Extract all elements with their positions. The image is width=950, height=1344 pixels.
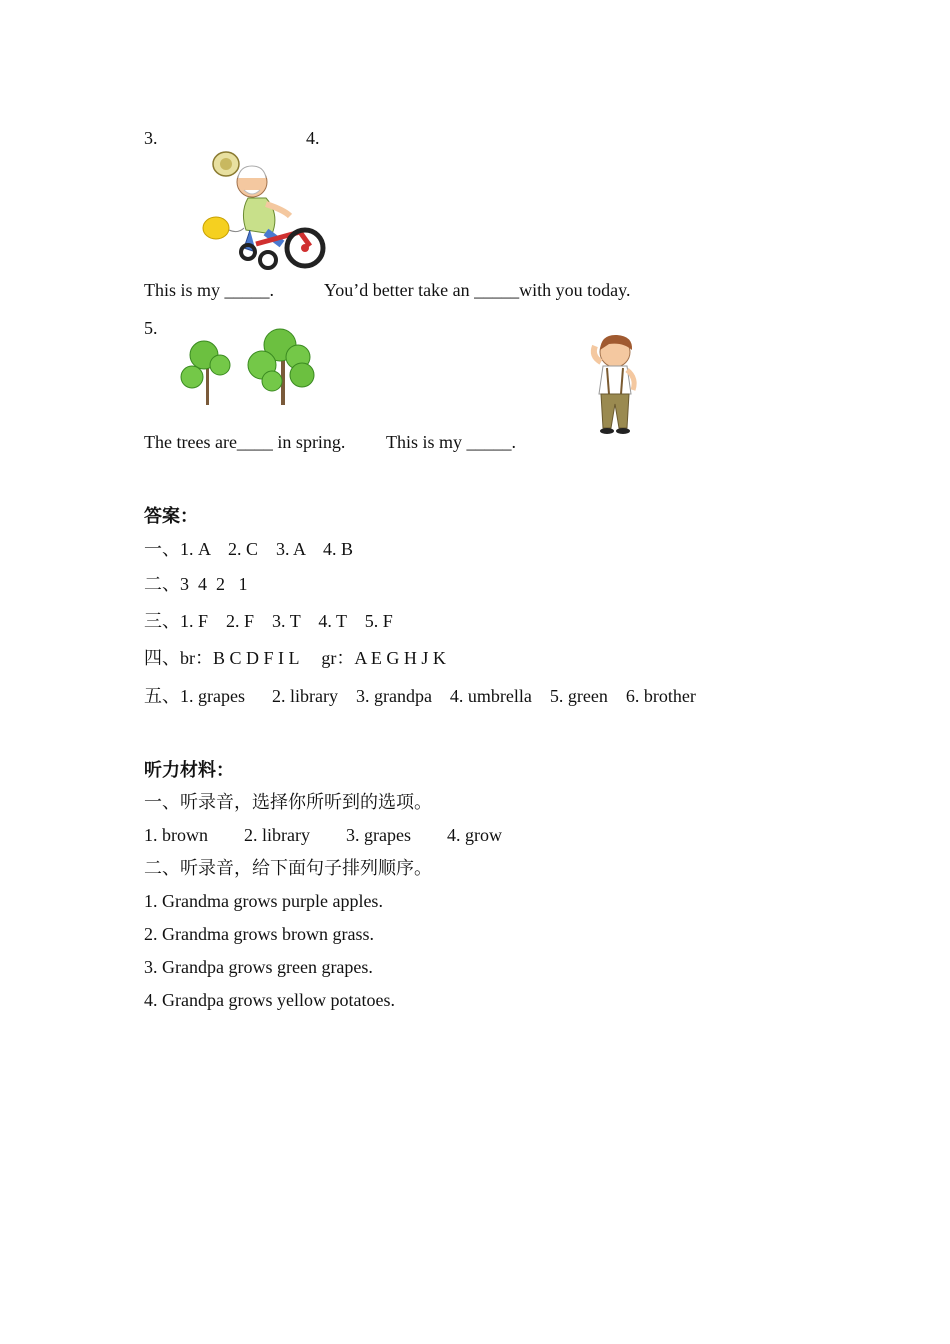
question-number-3: 3. — [144, 128, 158, 148]
listening-part1-items: 1. brown 2. library 3. grapes 4. grow — [144, 825, 502, 845]
question-number-4: 4. — [306, 128, 320, 148]
question-number-5: 5. — [144, 318, 158, 338]
trees-illustration — [176, 325, 324, 407]
listening-heading: 听力材料： — [144, 760, 234, 780]
listening-sentence: 1. Grandma grows purple apples. — [144, 891, 383, 911]
grandpa-tricycle-illustration — [200, 148, 330, 272]
answers-heading: 答案： — [144, 506, 198, 526]
boy-illustration — [583, 332, 647, 438]
listening-part1-title: 一、听录音，选择你所听到的选项。 — [144, 792, 432, 812]
question-4-sentence: You’d better take an _____with you today. — [324, 280, 631, 300]
answer-line: 一、1. A 2. C 3. A 4. B — [144, 539, 354, 559]
answer-line: 五、1. grapes 2. library 3. grandpa 4. umbrella 5. green 6. brother — [144, 686, 696, 706]
listening-part2-title: 二、听录音，给下面句子排列顺序。 — [144, 858, 432, 878]
listening-sentence: 2. Grandma grows brown grass. — [144, 924, 374, 944]
question-5-sentence: The trees are____ in spring. — [144, 432, 346, 452]
answer-line: 四、br：B C D F I L gr：A E G H J K — [144, 648, 446, 668]
listening-sentence: 4. Grandpa grows yellow potatoes. — [144, 990, 395, 1010]
question-6-sentence: This is my _____. — [386, 432, 517, 452]
question-3-sentence: This is my _____. — [144, 280, 275, 300]
listening-sentence: 3. Grandpa grows green grapes. — [144, 957, 373, 977]
answer-line: 二、3 4 2 1 — [144, 574, 248, 594]
answer-line: 三、1. F 2. F 3. T 4. T 5. F — [144, 611, 393, 631]
